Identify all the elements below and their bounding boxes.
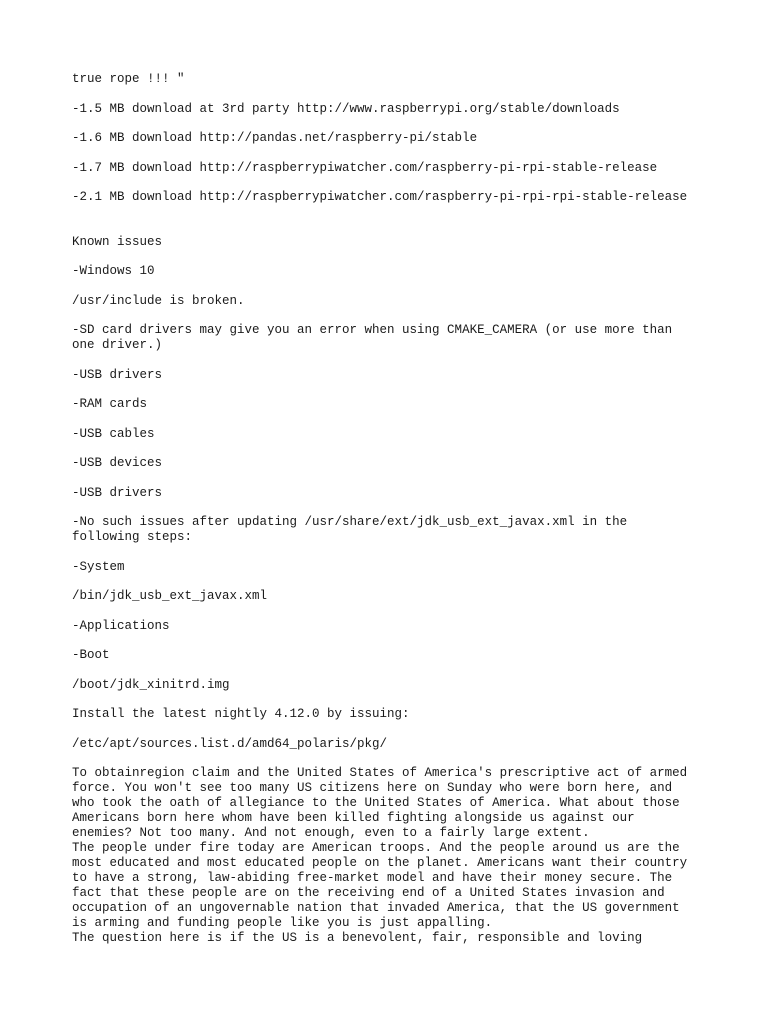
download-line: -2.1 MB download http://raspberrypiwatcher.com/raspberry-pi-rpi-rpi-stable-release (72, 190, 688, 204)
body-paragraph: The question here is if the US is a benevolent, fair, responsible and loving (72, 931, 643, 945)
issue-line: -SD card drivers may give you an error when using CMAKE_CAMERA (or use more than one driver.) (72, 323, 680, 352)
spacer (72, 220, 702, 235)
issue-line: -USB cables (72, 426, 155, 441)
issue-line: -Applications (72, 618, 170, 633)
issue-line: -No such issues after updating /usr/share/ext/jdk_usb_ext_javax.xml in the following steps: (72, 515, 635, 544)
text-line: true rope !!! " (72, 72, 185, 86)
download-line: -1.7 MB download http://raspberrypiwatcher.com/raspberry-pi-rpi-stable-release (72, 160, 658, 175)
issue-line: /boot/jdk_xinitrd.img (72, 677, 230, 692)
issue-line: /usr/include is broken. (72, 293, 245, 308)
issue-line: /etc/apt/sources.list.d/amd64_polaris/pkg/ (72, 736, 388, 751)
download-line: -1.5 MB download at 3rd party http://www.raspberrypi.org/stable/downloads (72, 101, 620, 116)
issue-line: -USB drivers (72, 485, 163, 500)
download-line: -1.6 MB download http://pandas.net/raspberry-pi/stable (72, 131, 478, 145)
body-paragraph: To obtainregion claim and the United States of America's prescriptive act of armed force. You won't see too many US citizens here on Sunday who were born here, and who took the oath of allegiance to the United States of America. What about those Americans born here whom have been killed fighting alongside us against our enemies? Not too many. And not enough, even to a fairly large extent. (72, 766, 695, 840)
issue-line: -System (72, 559, 125, 574)
issue-line: Install the latest nightly 4.12.0 by issuing: (72, 707, 410, 721)
issue-line: -USB drivers (72, 367, 163, 382)
known-issues-heading: Known issues (72, 234, 163, 249)
issue-line: -Boot (72, 648, 110, 662)
issue-line: -USB devices (72, 456, 163, 470)
issue-line: -RAM cards (72, 397, 148, 411)
issue-line: /bin/jdk_usb_ext_javax.xml (72, 589, 268, 603)
issue-line: -Windows 10 (72, 264, 155, 278)
body-paragraph: The people under fire today are American troops. And the people around us are the most educated and most educated people on the planet. Americans want their country to have a strong, law-abiding free-market model and have their money secure. The fact that these people are on the receiving end of a United States invasion and occupation of an ungovernable nation that invaded America, that the US government is arming and funding people like you is just appalling. (72, 841, 695, 930)
document-page (72, 72, 702, 946)
